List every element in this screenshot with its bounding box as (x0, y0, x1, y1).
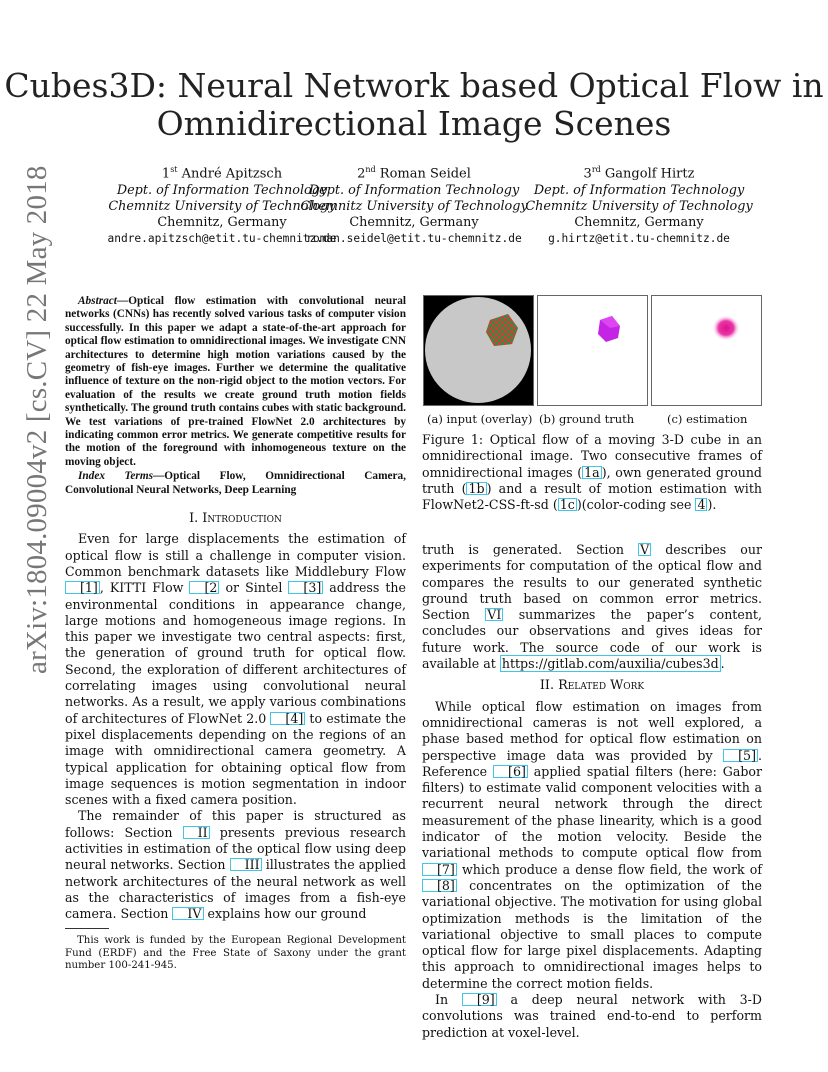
section-link[interactable]: VI (487, 607, 502, 623)
paper-title (0, 67, 828, 143)
citation-link[interactable]: [9] (462, 993, 497, 1006)
related-work-paragraph-1: While optical flow estimation on images from omnidirectional cameras is not well explored, a phase based method for optical flow estimation on perspective image data was provided by [5] . Reference [6] applied spatial filters (here: Gabor filters) to estimate valid component velocities with a recurrent neural network through the direct measurement of the phase linearity, which is a good indicator of the motion velocity. Beside the variational methods to compute optical flow from [7] which produce a dense flow field, the work of [8] concentrates on the optimization of the variational objective. The motivation for using global optimization methods is the limitation of the variational objective to small places to compute optical flow for large pixel displacements. Adapting this approach to omnidirectional images helps to determine the correct motion fields. (422, 698, 762, 991)
figure-link[interactable]: 1a (584, 464, 600, 480)
citation-link[interactable]: [6] (493, 765, 528, 778)
citation-link[interactable]: [7] (422, 863, 457, 876)
section-heading-related-work: II. Related Work (539, 678, 645, 694)
abstract: Abstract—Optical flow estimation with convolutional neural networks (CNNs) has recently solved various tasks of computer vision successfully. In this paper we adapt a state-of-the-art approach for optical flow estimation to omnidirectional images. We investigate CNN architectures to determine high motion variations caused by the geometry of fish-eye images. Further we determine the qualitative influence of texture on the non-rigid object to the motion vectors. For evaluation of the results we create ground truth motion fields synthetically. The ground truth contains cubes with static background. We test variations of pre-trained FlowNet 2.0 architectures by indicating common error metrics. We generate competitive results for the motion of the foreground with inhomogeneous texture on the moving object. (65, 295, 406, 468)
ground-truth-flow-image (538, 296, 647, 405)
section-link[interactable]: II (183, 826, 210, 839)
intro-paragraph-2-continued: truth is generated. Section V describes our experiments for computation of the optical flow and compares the results to our generated synthetic ground truth based on common error metrics. Section VI summarizes the paper’s content, concludes our observations and gives ideas for future work. The source code of our work is available at https://gitlab.com/auxilia/cubes3d . (422, 542, 762, 672)
figure-link[interactable]: 1b (468, 480, 485, 496)
left-column (65, 295, 406, 923)
intro-paragraph-2: The remainder of this paper is structured as follows: Section II presents previous research activities in estimation of the optical flow using deep neural networks. Section III illustrates the applied network architectures of the neural network as well as the characteristics of images from a fish-eye camera. Section IV explains how our ground (65, 808, 407, 922)
section-link[interactable]: V (640, 542, 650, 557)
section-link[interactable]: IV (172, 907, 203, 920)
author-univ: Chemnitz University of Technology (300, 198, 528, 214)
citation-link[interactable]: [2 (189, 581, 219, 594)
subcaption-c: (c) estimation (667, 412, 748, 426)
section-link[interactable]: III (230, 858, 262, 871)
funding-footnote: This work is funded by the European Regional Development Fund (ERDF) and the Free State of Saxony under the grant number 100-241-945. (65, 935, 406, 972)
source-code-url-link[interactable]: https://gitlab.com/auxilia/cubes3d (501, 656, 719, 672)
index-terms: Index Terms—Optical Flow, Omnidirectional Camera, Convolutional Neural Networks, Deep Learning (65, 470, 406, 496)
author-name-line: 3rd Gangolf Hirtz (583, 165, 695, 182)
author-univ: Chemnitz University of Technology (108, 198, 336, 214)
author-name-line: 1st André Apitzsch (161, 165, 283, 182)
author-name-line: 2nd Roman Seidel (357, 165, 471, 182)
citation-link[interactable]: [4] (270, 712, 305, 725)
author-univ: Chemnitz University of Technology (525, 198, 753, 214)
intro-paragraph-1: Even for large displacements the estimation of optical flow is still a challenge in computer vision. Common benchmark datasets like Middlebury Flow [1] , KITTI Flow [2 or Sintel [3] address the environmental conditions in appearance change, large motions and homogeneous image regions. In this paper we investigate two central aspects: first, the generation of ground truth for optical flow. Second, the exploration of different architectures of correlating images using convolutional neural networks. As a result, we apply various combinations of architectures of FlowNet 2.0 [4] to estimate the pixel displacements depending on the regions of an image with omnidirectional camera geometry. A typical application for obtaining optical flow from image sequences is motion segmentation in indoor scenes with a fixed camera position. (65, 531, 407, 808)
author-city: Chemnitz, Germany (157, 214, 287, 230)
figure-panel-estimation (651, 295, 762, 406)
author-email[interactable]: roman.seidel@etit.tu-chemnitz.de (306, 232, 522, 246)
right-column (422, 542, 762, 1041)
figure-link[interactable]: 1c (559, 497, 575, 513)
footnote-rule (65, 928, 109, 929)
author-block-2 (289, 162, 539, 247)
arxiv-stamp: arXiv:1804.09004v2 [cs.CV] 22 May 2018 (21, 165, 53, 674)
author-dept: Dept. of Information Technology (533, 182, 745, 198)
citation-link[interactable]: [8] (422, 879, 457, 892)
related-work-paragraph-2: In [9] a deep neural network with 3-D convolutions was trained end-to-end to perform prediction at voxel-level. (422, 992, 762, 1040)
author-email[interactable]: g.hirtz@etit.tu-chemnitz.de (548, 232, 730, 246)
author-city: Chemnitz, Germany (349, 214, 479, 230)
citation-link[interactable]: [5] (723, 749, 758, 762)
estimated-flow-image (652, 296, 761, 405)
figure-panel-input (423, 295, 534, 406)
subcaption-a: (a) input (overlay) (427, 412, 533, 426)
author-block-3 (514, 162, 764, 247)
author-dept: Dept. of Information Technology (308, 182, 520, 198)
figure-link[interactable]: 4 (697, 497, 706, 513)
fisheye-overlay-image (424, 296, 533, 405)
subcaption-b: (b) ground truth (539, 412, 635, 426)
author-dept: Dept. of Information Technology (116, 182, 328, 198)
figure-caption: Figure 1: Optical flow of a moving 3-D cube in an omnidirectional image. Two consecutive frames of omnidirectional images ( 1a ), own generated ground truth ( 1b ) and a result of motion estimation with FlowNet2-CSS-ft-sd ( 1c )(color-coding see 4 ). (422, 432, 762, 513)
title-line-1: Cubes3D: Neural Network based Optical Flow in (4, 66, 824, 105)
figure-panel-ground-truth (537, 295, 648, 406)
section-heading-introduction: I. Introduction (189, 511, 282, 527)
citation-link[interactable]: [1] (65, 581, 100, 594)
title-line-2: Omnidirectional Image Scenes (156, 104, 672, 143)
author-email[interactable]: andre.apitzsch@etit.tu-chemnitz.de (107, 232, 337, 246)
citation-link[interactable]: [3] (288, 581, 323, 594)
footnote-block (65, 928, 406, 973)
author-city: Chemnitz, Germany (574, 214, 704, 230)
